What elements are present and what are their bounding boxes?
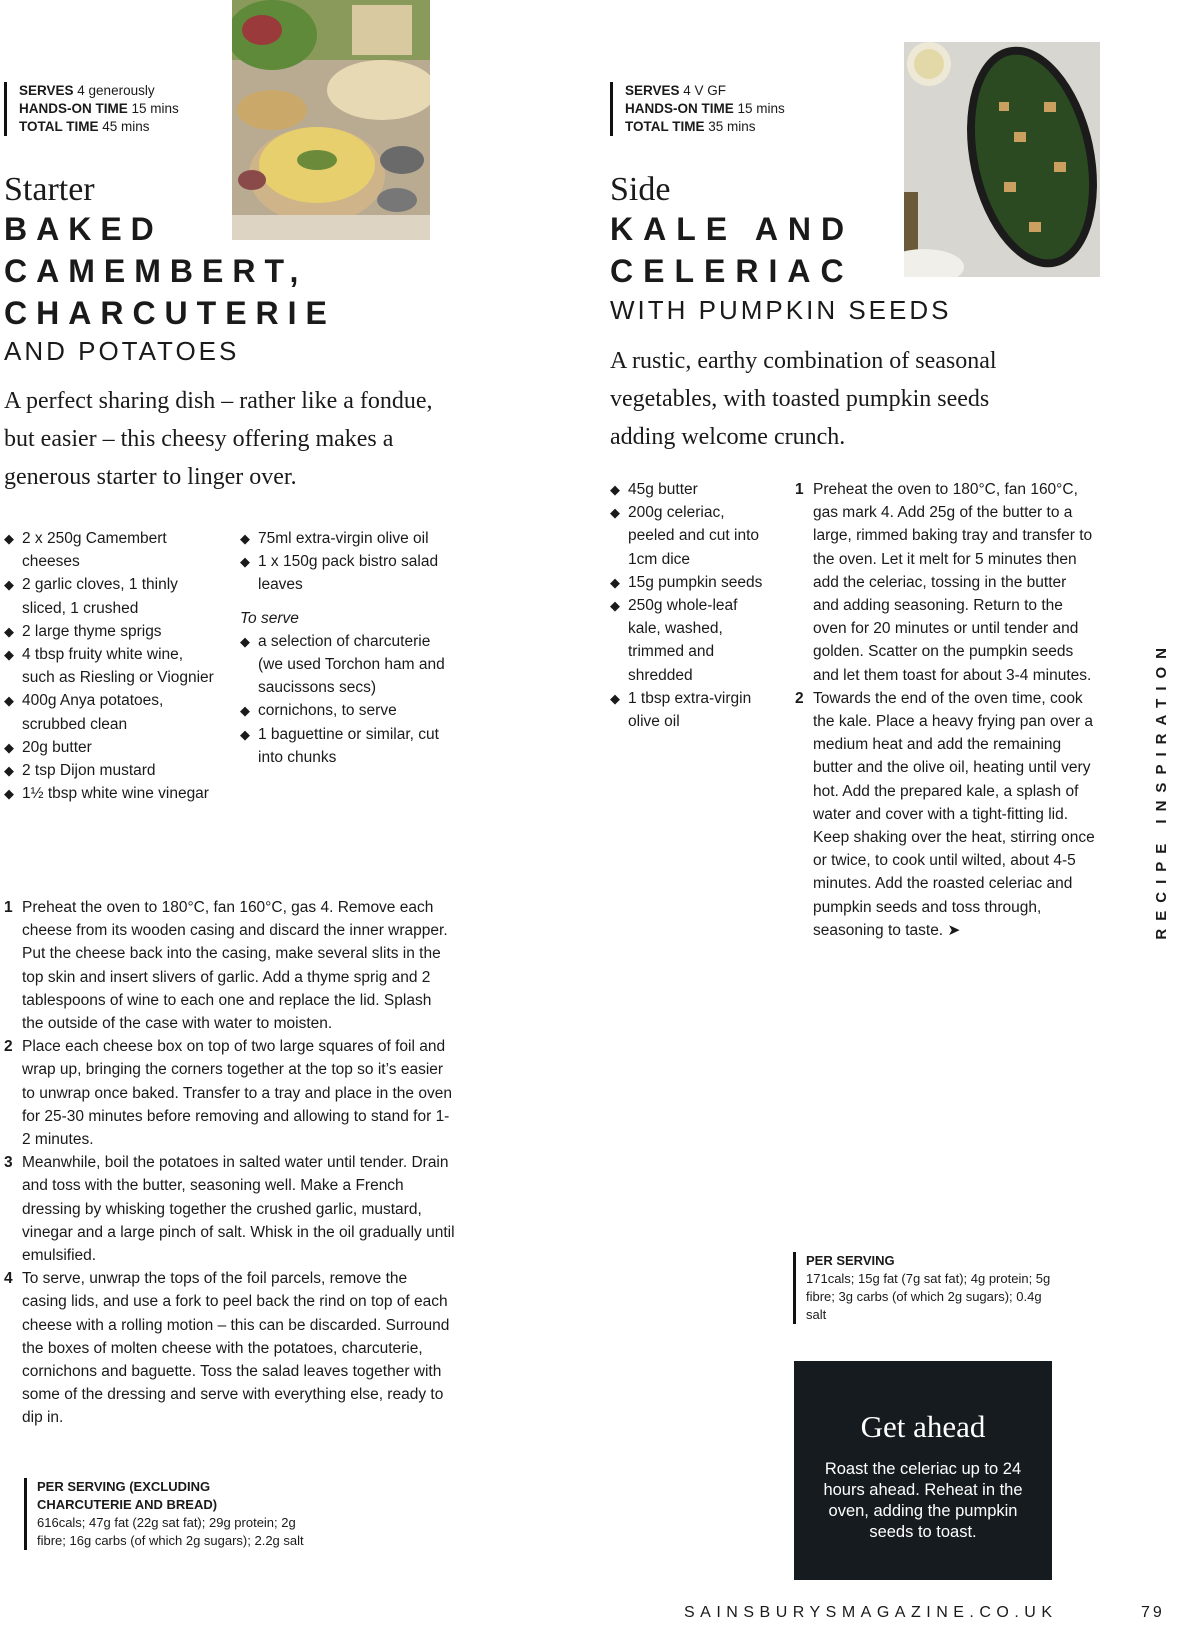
per-serving-title: PER SERVING (EXCLUDING CHARCUTERIE AND BREAD): [37, 1479, 218, 1512]
hands-on-time-line: HANDS-ON TIME 15 mins: [19, 101, 179, 116]
ingredient-item: ◆ 400g Anya potatoes, scrubbed clean: [4, 689, 219, 735]
camembert-photo: [232, 0, 430, 240]
left-recipe-meta: [4, 82, 179, 136]
ingredient-item: ◆ 15g pumpkin seeds: [610, 571, 770, 594]
left-per-serving: [24, 1478, 307, 1550]
ingredient-item: ◆ cornichons, to serve: [240, 699, 445, 722]
right-title-line-2: CELERIAC: [610, 253, 854, 289]
hands-on-time-line: HANDS-ON TIME 15 mins: [625, 101, 785, 116]
per-serving-text: 616cals; 47g fat (22g sat fat); 29g protein; 2g fibre; 16g carbs (of which 2g sugars); 2.2g salt: [37, 1515, 304, 1548]
left-title-line-3: CHARCUTERIE: [4, 295, 336, 331]
method-step: 4 To serve, unwrap the tops of the foil parcels, remove the casing lids, and use a fork to peel back the rind on top of each cheese with a rolling motion – this can be discarded. Surround the boxes of molten cheese with the potatoes, charcuterie, cornichons and baguette. Toss the salad leaves together with some of the dressing and serve with everything else, ready to dip in.: [4, 1270, 450, 1427]
ingredient-item: ◆ 1½ tbsp white wine vinegar: [4, 782, 219, 805]
left-intro: A perfect sharing dish – rather like a fondue, but easier – this cheesy offering makes a generous starter to linger over.: [4, 388, 433, 490]
ingredient-item: ◆ 1 baguettine or similar, cut into chunks: [240, 723, 445, 769]
per-serving-text: 171cals; 15g fat (7g sat fat); 4g protein; 5g fibre; 3g carbs (of which 2g sugars); 0.4g salt: [806, 1271, 1051, 1322]
method-step: 3 Meanwhile, boil the potatoes in salted water until tender. Drain and toss with the butter, seasoning well. Make a French dressing by whisking together the crushed garlic, mustard, vinegar and a large pinch of salt. Whisk in the oil gradually until emulsified.: [4, 1154, 455, 1265]
method-step: 1 Preheat the oven to 180°C, fan 160°C, gas 4. Remove each cheese from its wooden casing and discard the inner wrapper. Put the cheese back into the casing, make several slits in the top skin and insert slivers of garlic. Add a thyme sprig and 2 tablespoons of wine to each one and replace the lid. Splash the outside of the case with water to moisten.: [4, 899, 448, 1033]
left-ingredients-col1: [4, 527, 219, 805]
right-title-line-1: KALE AND: [610, 211, 855, 247]
total-time-line: TOTAL TIME 45 mins: [19, 119, 150, 134]
left-ingredients-col2: [240, 527, 445, 769]
get-ahead-box: [794, 1361, 1052, 1580]
ingredient-item: ◆ 20g butter: [4, 736, 219, 759]
ingredient-item: ◆ 1 tbsp extra-virgin olive oil: [610, 687, 770, 733]
recipe-inspiration-side-label: RECIPE INSPIRATION: [1153, 640, 1170, 940]
ingredient-item: ◆ 45g butter: [610, 478, 770, 501]
left-recipe-title: [4, 208, 336, 334]
ingredient-item: ◆ 2 tsp Dijon mustard: [4, 759, 219, 782]
serves-line: SERVES 4 V GF: [625, 83, 727, 98]
left-recipe-subtitle: AND POTATOES: [4, 336, 240, 366]
to-serve-heading: To serve: [240, 609, 299, 627]
left-title-line-1: BAKED: [4, 211, 163, 247]
per-serving-title: PER SERVING: [806, 1253, 895, 1268]
get-ahead-text: Roast the celeriac up to 24 hours ahead. Reheat in the oven, adding the pumpkin seeds to toast.: [823, 1460, 1023, 1541]
ingredient-item: ◆ 250g whole-leaf kale, washed, trimmed and shredded: [610, 594, 770, 687]
right-recipe-subtitle: WITH PUMPKIN SEEDS: [610, 295, 952, 325]
right-per-serving: [793, 1252, 1056, 1324]
right-ingredients: [610, 478, 770, 733]
method-step: 2 Place each cheese box on top of two large squares of foil and wrap up, bringing the corners together at the top so it’s easier to unwrap once baked. Transfer to a tray and place in the oven for 25-30 minutes before removing and allowing to stand for 1-2 minutes.: [4, 1038, 452, 1149]
right-method: [795, 478, 1095, 942]
left-title-line-2: CAMEMBERT,: [4, 253, 308, 289]
ingredient-item: ◆ 2 large thyme sprigs: [4, 620, 219, 643]
footer-site: SAINSBURYSMAGAZINE.CO.UK: [684, 1604, 1058, 1621]
right-course-label: Side: [610, 171, 671, 208]
left-method: [4, 896, 456, 1430]
ingredient-item: ◆ 200g celeriac, peeled and cut into 1cm dice: [610, 501, 770, 571]
get-ahead-title: Get ahead: [860, 1409, 986, 1444]
ingredient-item: ◆ 4 tbsp fruity white wine, such as Riesling or Viognier: [4, 643, 219, 689]
left-course-label: Starter: [4, 171, 95, 208]
ingredient-item: ◆ 1 x 150g pack bistro salad leaves: [240, 550, 445, 596]
total-time-line: TOTAL TIME 35 mins: [625, 119, 756, 134]
method-step: 1 Preheat the oven to 180°C, fan 160°C, gas mark 4. Add 25g of the butter to a large, rimmed baking tray and transfer to the oven. Let it melt for 5 minutes then add the celeriac, tossing in the butter and adding seasoning. Return to the oven for 20 minutes or until tender and golden. Scatter on the pumpkin seeds and let them toast for about 3-4 minutes.: [795, 481, 1093, 684]
kale-photo: [904, 42, 1100, 277]
serves-line: SERVES 4 generously: [19, 83, 155, 98]
ingredient-item: ◆ 2 x 250g Camembert cheeses: [4, 527, 219, 573]
right-recipe-meta: [610, 82, 785, 136]
ingredient-item: ◆ 2 garlic cloves, 1 thinly sliced, 1 crushed: [4, 573, 219, 619]
method-step: 2 Towards the end of the oven time, cook the kale. Place a heavy frying pan over a medium heat and add the remaining butter and the olive oil, heating until very hot. Add the prepared kale, a splash of water and cover with a tight-fitting lid. Keep shaking over the heat, stirring once or twice, to cook until wilted, about 4-5 minutes. Add the roasted celeriac and pumpkin seeds and toss through, seasoning to taste. ➤: [795, 689, 1095, 939]
ingredient-item: ◆ 75ml extra-virgin olive oil: [240, 527, 445, 550]
ingredient-item: ◆ a selection of charcuterie (we used Torchon ham and saucissons secs): [240, 630, 445, 700]
page-number: 79: [1141, 1604, 1165, 1621]
right-recipe-title: [610, 208, 854, 292]
right-intro: A rustic, earthy combination of seasonal vegetables, with toasted pumpkin seeds adding welcome crunch.: [610, 348, 997, 450]
